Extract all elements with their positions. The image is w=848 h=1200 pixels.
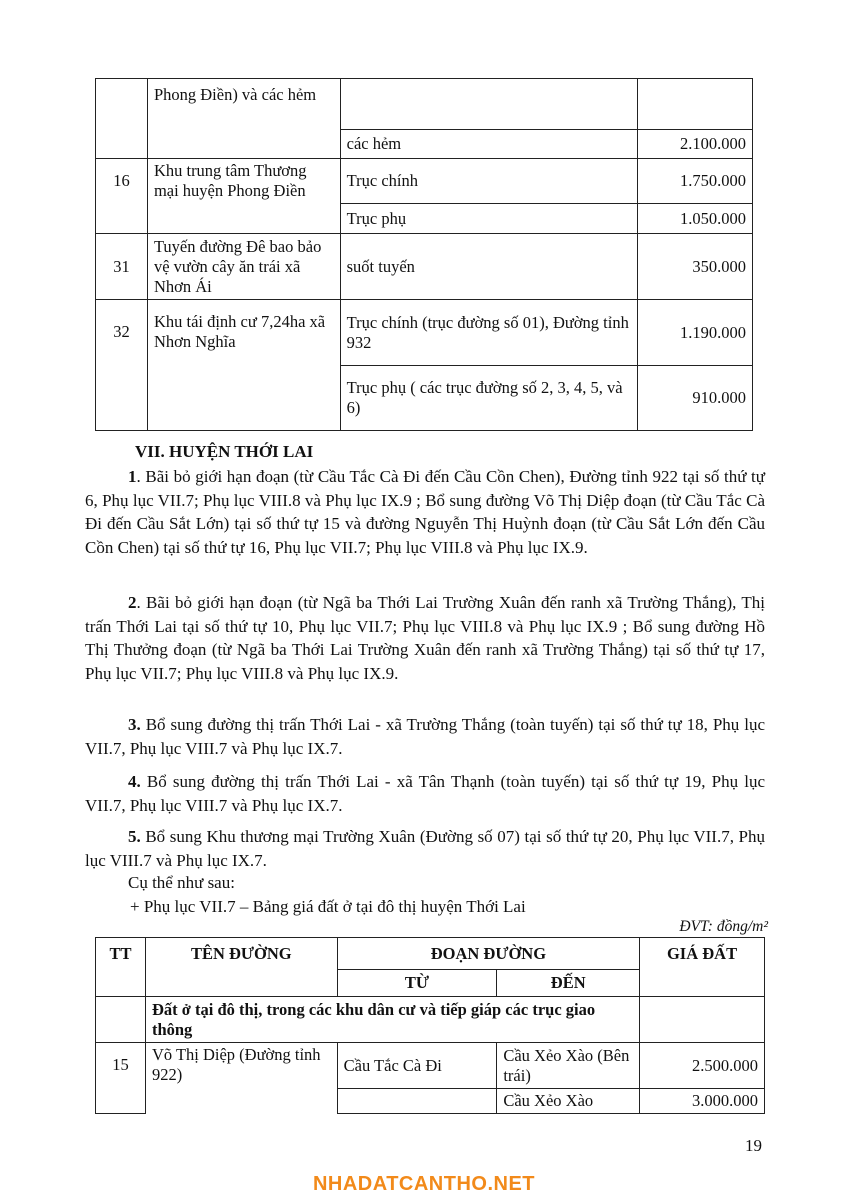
row-price: 910.000 xyxy=(638,366,753,431)
row-tt: 31 xyxy=(96,234,148,300)
row-price: 2.500.000 xyxy=(640,1043,765,1089)
paragraph-1 xyxy=(85,465,765,559)
row-price: 1.050.000 xyxy=(638,204,753,234)
table-row xyxy=(96,1043,765,1089)
row-to: Cầu Xẻo Xào xyxy=(497,1089,640,1114)
row-street-name: Tuyến đường Đê bao bảo vệ vườn cây ăn trái xã Nhơn Ái xyxy=(147,234,340,300)
row-tt xyxy=(96,79,148,159)
row-price xyxy=(638,79,753,130)
row-to: Cầu Xẻo Xào (Bên trái) xyxy=(497,1043,640,1089)
paragraph-4 xyxy=(85,770,765,817)
paragraph-text: Bổ sung Khu thương mại Trường Xuân (Đường số 07) tại số thứ tự 20, Phụ lục VII.7, Phụ lục VIII.7 và Phụ lục IX.7. xyxy=(85,827,765,870)
paragraph-number: 3. xyxy=(128,715,141,734)
paragraph-number: 2 xyxy=(128,593,137,612)
row-tt: 16 xyxy=(96,159,148,234)
paragraph-number: 1 xyxy=(128,467,137,486)
row-street-name: Khu tái định cư 7,24ha xã Nhơn Nghĩa xyxy=(147,300,340,431)
group-label: Đất ở tại đô thị, trong các khu dân cư và tiếp giáp các trục giao thông xyxy=(145,997,639,1043)
row-street-name: Khu trung tâm Thương mại huyện Phong Điền xyxy=(147,159,340,234)
row-street-name: Võ Thị Diệp (Đường tỉnh 922) xyxy=(145,1043,337,1114)
paragraph-text: . Bãi bỏ giới hạn đoạn (từ Ngã ba Thới Lai Trường Xuân đến ranh xã Trường Thắng), Thị trấn Thới Lai tại số thứ tự 10, Phụ lục VII.7; Phụ lục VIII.8 và Phụ lục IX.9 ; Bổ sung đường Hồ Thị Thưởng đoạn (từ Ngã ba Thới Lai Trường Xuân đến ranh xã Trường Thắng) tại số thứ tự 17, Phụ lục VII.7; Phụ lục VIII.8 và Phụ lục IX.9. xyxy=(85,593,765,683)
row-segment: suốt tuyến xyxy=(340,234,637,300)
header-tt: TT xyxy=(96,938,146,997)
row-segment: các hẻm xyxy=(340,130,637,159)
header-price: GIÁ ĐẤT xyxy=(640,938,765,997)
section-title: VII. HUYỆN THỚI LAI xyxy=(135,442,314,461)
header-street-name: TÊN ĐƯỜNG xyxy=(145,938,337,997)
row-from xyxy=(337,1089,497,1114)
table-row xyxy=(96,79,753,130)
row-segment xyxy=(340,79,637,130)
paragraph-number: 5. xyxy=(128,827,141,846)
table-row xyxy=(96,159,753,204)
intro-line: Cụ thể như sau: xyxy=(128,873,235,892)
header-segment: ĐOẠN ĐƯỜNG xyxy=(337,938,639,970)
page-number: 19 xyxy=(745,1136,762,1155)
header-to: ĐẾN xyxy=(497,970,640,997)
row-segment: Trục phụ xyxy=(340,204,637,234)
unit-label: ĐVT: đồng/m² xyxy=(679,918,768,935)
row-tt: 32 xyxy=(96,300,148,431)
row-price: 1.750.000 xyxy=(638,159,753,204)
appendix-title: + Phụ lục VII.7 – Bảng giá đất ở tại đô thị huyện Thới Lai xyxy=(130,897,526,916)
paragraph-text: Bổ sung đường thị trấn Thới Lai - xã Tân Thạnh (toàn tuyến) tại số thứ tự 19, Phụ lục VII.7, Phụ lục VIII.7 và Phụ lục IX.7. xyxy=(85,772,765,815)
table-row xyxy=(96,234,753,300)
table-row xyxy=(96,300,753,366)
row-street-name: Phong Điền) và các hẻm xyxy=(147,79,340,159)
paragraph-number: 4. xyxy=(128,772,141,791)
row-price: 2.100.000 xyxy=(638,130,753,159)
row-segment: Trục chính xyxy=(340,159,637,204)
paragraph-5 xyxy=(85,825,765,872)
table-group-row xyxy=(96,997,765,1043)
row-segment: Trục chính (trục đường số 01), Đường tỉnh 932 xyxy=(340,300,637,366)
price-table-thoi-lai xyxy=(95,937,765,1114)
row-tt: 15 xyxy=(96,1043,146,1114)
row-price: 1.190.000 xyxy=(638,300,753,366)
paragraph-text: . Bãi bỏ giới hạn đoạn (từ Cầu Tắc Cà Đi đến Cầu Cồn Chen), Đường tỉnh 922 tại số thứ tự 6, Phụ lục VII.7; Phụ lục VIII.8 và Phụ lục IX.9 ; Bổ sung đường Võ Thị Diệp đoạn (từ Cầu Tắc Cà Đi đến Cầu Sắt Lớn) tại số thứ tự 15 và đường Nguyễn Thị Huỳnh đoạn (từ Cầu Sắt Lớn đến Cầu Cồn Chen) tại số thứ tự 16, Phụ lục VII.7; Phụ lục VIII.8 và Phụ lục IX.9. xyxy=(85,467,765,557)
paragraph-3 xyxy=(85,713,765,760)
paragraph-text: Bổ sung đường thị trấn Thới Lai - xã Trường Thắng (toàn tuyến) tại số thứ tự 18, Phụ lục VII.7, Phụ lục VIII.7 và Phụ lục IX.7. xyxy=(85,715,765,758)
table-header-row xyxy=(96,938,765,970)
row-segment: Trục phụ ( các trục đường số 2, 3, 4, 5, và 6) xyxy=(340,366,637,431)
price-table-phong-dien xyxy=(95,78,753,431)
row-price: 3.000.000 xyxy=(640,1089,765,1114)
footer-watermark: NHADATCANTHO.NET xyxy=(312,1173,536,1195)
header-from: TỪ xyxy=(337,970,497,997)
paragraph-2 xyxy=(85,591,765,685)
row-from: Cầu Tắc Cà Đi xyxy=(337,1043,497,1089)
row-price: 350.000 xyxy=(638,234,753,300)
